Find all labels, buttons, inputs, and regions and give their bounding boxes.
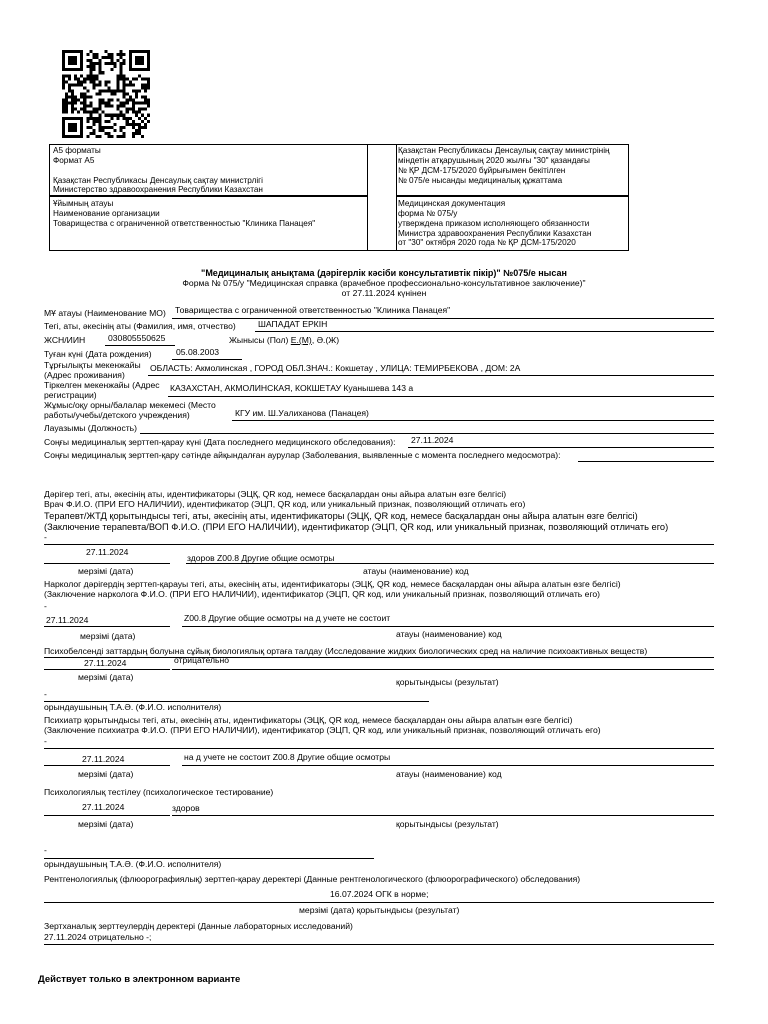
psychoactive-result: отрицательно <box>174 655 229 665</box>
therapist-date-caption: мерзімі (дата) <box>78 566 134 576</box>
form-title-kz: "Медициналық анықтама (дәрігерлік кәсіби консультативтік пікір)" №075/е нысан <box>201 268 567 278</box>
psychoactive-result-caption: қорытындысы (результат) <box>396 677 499 687</box>
therapist-code-caption: атауы (наименование) код <box>363 566 469 576</box>
header-bottom-right-text: Медицинская документация форма № 075/у утверждена приказом исполняющего обязанности Министра здравоохранения Республики Казахстан от "30" октября 2020 года № ҚР ДСМ-175/2020 <box>398 199 592 248</box>
therapist-line-kz: Терапевт/ЖТД қорытындысы тегі, аты, әкесінің аты, идентификаторы (ЭЦҚ, QR код, немесе басқалардан оны айыра алатын өзге белгісі) <box>44 511 638 521</box>
sex-field: Жынысы (Пол) Е.(М), Ә.(Ж) <box>229 335 340 345</box>
residence-value: ОБЛАСТЬ: Акмолинская , ГОРОД ОБЛ.ЗНАЧ.: Кокшетау , УЛИЦА: ТЕМИРБЕКОВА , ДОМ: 2А <box>150 363 521 373</box>
psychoactive-date: 27.11.2024 <box>84 658 127 668</box>
iin-label: ЖСН/ИИН <box>44 335 86 345</box>
form-title-ru: Форма № 075/у "Медицинская справка (врачебное профессионально-консультативное заключение)" <box>182 278 586 288</box>
psychoactive-date-caption: мерзімі (дата) <box>78 672 134 682</box>
therapist-dash: - <box>44 532 47 542</box>
psychological-result: здоров <box>172 803 200 813</box>
therapist-line-ru: (Заключение терапевта/ВОП Ф.И.О. (ПРИ ЕГО НАЛИЧИИ), идентификатор (ЭЦП, QR код, или уникальный признак, позволяющий отличать его) <box>44 522 669 532</box>
header-top-left-text: А5 форматы Формат А5 Қазақстан Республикасы Денсаулық сақтау министрлігі Министерство здравоохранения Республики Казахстан <box>53 146 263 195</box>
work-value: КГУ им. Ш.Уалиханова (Панацея) <box>235 408 369 418</box>
mo-label: МҰ атауы (Наименование МО) <box>44 308 166 318</box>
narcologist-code-caption: атауы (наименование) код <box>396 629 502 639</box>
psychological-performer-caption: орындаушының Т.А.Ә. (Ф.И.О. исполнителя) <box>44 859 222 869</box>
narcologist-date: 27.11.2024 <box>46 615 89 625</box>
doctor-line-kz: Дәрігер тегі, аты, әкесінің аты, идентификаторы (ЭЦҚ, QR код, немесе басқалардан оны айыра алатын өзге белгісі) <box>44 489 507 499</box>
narcologist-line-ru: (Заключение нарколога Ф.И.О. (ПРИ ЕГО НАЛИЧИИ), идентификатор (ЭЦП, QR код, или уникальный признак, позволяющий отличать его) <box>44 589 601 599</box>
psychological-date-caption: мерзімі (дата) <box>78 819 134 829</box>
psychological-dash: - <box>44 845 47 855</box>
psychological-result-caption: қорытындысы (результат) <box>396 819 499 829</box>
xray-value: 16.07.2024 ОГК в норме; <box>330 889 429 899</box>
header-top-right-text: Қазақстан Республикасы Денсаулық сақтау министрінің міндетін атқарушының 2020 жылғы "30" қазандағы № ҚР ДСМ-175/2020 бұйрығымен бекітілген № 075/е нысанды медициналық құжаттама <box>398 146 610 185</box>
psychological-label: Психологиялық тестілеу (психологическое тестирование) <box>44 787 274 797</box>
psychiatrist-code-caption: атауы (наименование) код <box>396 769 502 779</box>
psychiatrist-date: 27.11.2024 <box>82 754 125 764</box>
narcologist-result: Z00.8 Другие общие осмотры на д учете не состоит <box>184 613 391 623</box>
iin-value: 030805550625 <box>108 333 166 343</box>
psychiatrist-dash: - <box>44 736 47 746</box>
psychoactive-label: Психобелсенді заттардың болуына сұйық биологиялық ортаға талдау (Исследование жидких биологических сред на наличие психоактивных веществ) <box>44 646 648 656</box>
sex-female-option: Ә.(Ж) <box>316 335 340 345</box>
registration-label: Тіркелген мекенжайы (Адрес регистрации) <box>44 380 160 400</box>
psychoactive-performer-caption: орындаушының Т.А.Ә. (Ф.И.О. исполнителя) <box>44 702 222 712</box>
diseases-label: Соңғы медициналық зерттеп-қару сәтінде айқындалған аурулар (Заболевания, выявленные с момента последнего медосмотра): <box>44 450 561 460</box>
lab-value: 27.11.2024 отрицательно -; <box>44 932 152 942</box>
fio-label: Тегі, аты, әкесінің аты (Фамилия, имя, отчество) <box>44 321 236 331</box>
residence-label: Тұрғылықты мекенжайы (Адрес проживания) <box>44 360 141 380</box>
psychiatrist-date-caption: мерзімі (дата) <box>78 769 134 779</box>
therapist-date: 27.11.2024 <box>86 547 129 557</box>
work-label: Жұмыс/оқу орны/балалар мекемесі (Место работы/учебы/детского учреждения) <box>44 400 216 420</box>
narcologist-dash: - <box>44 601 47 611</box>
psychiatrist-result: на д учете не состоит Z00.8 Другие общие осмотры <box>184 752 391 762</box>
electronic-only-note: Действует только в электронном варианте <box>38 974 241 985</box>
narcologist-line-kz: Нарколог дәрігердің зерттеп-қарауы тегі, аты, әкесінің аты, идентификаторы (ЭЦҚ, QR код, немесе басқалардан оны айыра алатын өзге белгісі) <box>44 579 621 589</box>
xray-caption: мерзімі (дата) қорытындысы (результат) <box>299 905 460 915</box>
psychoactive-dash: - <box>44 689 47 699</box>
qr-code <box>62 50 150 138</box>
last-exam-label: Соңғы медициналық зерттеп-қарау күні (Дата последнего медицинского обследования): <box>44 437 396 447</box>
form-date: от 27.11.2024 күнінен <box>341 288 427 298</box>
fio-value: ШАПАДАТ ЕРКІН <box>258 319 328 329</box>
dob-value: 05.08.2003 <box>176 347 220 357</box>
doctor-line-ru: Врач Ф.И.О. (ПРИ ЕГО НАЛИЧИИ), идентификатор (ЭЦП, QR код, или уникальный признак, позволяющий отличать его) <box>44 499 526 509</box>
psychiatrist-line-ru: (Заключение психиатра Ф.И.О. (ПРИ ЕГО НАЛИЧИИ), идентификатор (ЭЦП, QR код, или уникальный признак, позволяющий отличать его) <box>44 725 601 735</box>
psychiatrist-line-kz: Психиатр қорытындысы тегі, аты, әкесінің аты, идентификаторы (ЭЦҚ, QR код, немесе басқалардан оны айыра алатын өзге белгісі) <box>44 715 573 725</box>
narcologist-date-caption: мерзімі (дата) <box>80 631 136 641</box>
dob-label: Туған күні (Дата рождения) <box>44 349 152 359</box>
position-label: Лауазымы (Должность) <box>44 423 138 433</box>
lab-label: Зертханалық зерттеулердің деректері (Данные лабораторных исследований) <box>44 921 353 931</box>
registration-value: КАЗАХСТАН, АКМОЛИНСКАЯ, КОКШЕТАУ Куанышева 143 а <box>170 383 414 393</box>
xray-label: Рентгенологиялық (флюорографиялық) зерттеп-қарау деректері (Данные рентгенологического (флюорографического) обследования) <box>44 874 581 884</box>
psychological-date: 27.11.2024 <box>82 802 125 812</box>
header-bottom-left-text: Ұйымның атауы Наименование организации Товарищества с ограниченной ответственностью "Клиника Панацея" <box>53 199 316 228</box>
sex-male-option: Е.(М) <box>290 335 312 345</box>
therapist-result: здоров Z00.8 Другие общие осмотры <box>187 553 335 563</box>
last-exam-value: 27.11.2024 <box>411 435 454 445</box>
mo-value: Товарищества с ограниченной ответственностью "Клиника Панацея" <box>175 305 451 315</box>
